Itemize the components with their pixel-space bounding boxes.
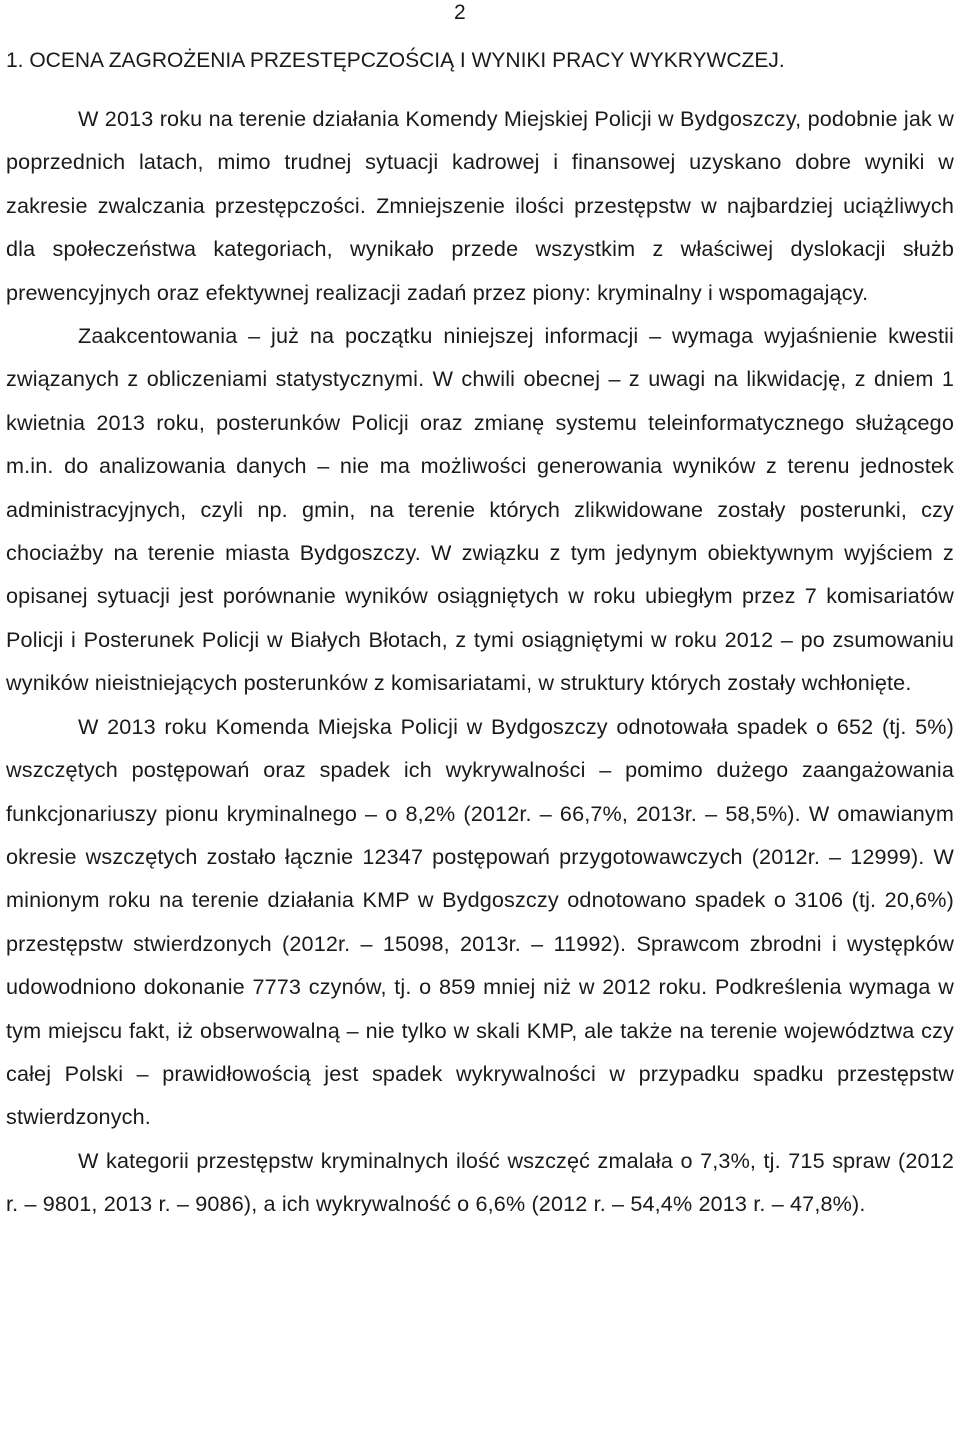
- paragraph-statistics-note: Zaakcentowania – już na początku niniejszej informacji – wymaga wyjaśnienie kwestii związanych z obliczeniami statystycznymi. W chwili obecnej – z uwagi na likwidację, z dniem 1 kwietnia 2013 roku, posterunków Policji oraz zmianę systemu teleinformatycznego służącego m.in. do analizowania danych – nie ma możliwości generowania wyników z terenu jednostek administracyjnych, czyli np. gmin, na terenie których zlikwidowane zostały posterunki, czy chociażby na terenie miasta Bydgoszczy. W związku z tym jedynym obiektywnym wyjściem z opisanej sytuacji jest porównanie wyników osiągniętych w roku ubiegłym przez 7 komisariatów Policji i Posterunek Policji w Białych Błotach, z tymi osiągniętymi w roku 2012 – po zsumowaniu wyników nieistniejących posterunków z komisariatami, w struktury których zostały wchłonięte.: [6, 323, 954, 696]
- paragraph-intro: W 2013 roku na terenie działania Komendy Miejskiej Policji w Bydgoszczy, podobnie jak w poprzednich latach, mimo trudnej sytuacji kadrowej i finansowej uzyskano dobre wyniki w zakresie zwalczania przestępczości. Zmniejszenie ilości przestępstw w najbardziej uciążliwych dla społeczeństwa kategoriach, wynikało przede wszystkim z właściwej dyslokacji służb prewencyjnych oraz efektywnej realizacji zadań przez piony: kryminalny i wspomagający.: [6, 106, 954, 305]
- paragraph-results-2013: W 2013 roku Komenda Miejska Policji w Bydgoszczy odnotowała spadek o 652 (tj. 5%) wszczętych postępowań oraz spadek ich wykrywalności – pomimo dużego zaangażowania funkcjonariuszy pionu kryminalnego – o 8,2% (2012r. – 66,7%, 2013r. – 58,5%). W omawianym okresie wszczętych zostało łącznie 12347 postępowań przygotowawczych (2012r. – 12999). W minionym roku na terenie działania KMP w Bydgoszczy odnotowano spadek o 3106 (tj. 20,6%) przestępstw stwierdzonych (2012r. – 15098, 2013r. – 11992). Sprawcom zbrodni i występków udowodniono dokonanie 7773 czynów, tj. o 859 mniej niż w 2012 roku. Podkreślenia wymaga w tym miejscu fakt, iż obserwowalną – nie tylko w skali KMP, ale także na terenie województwa czy całej Polski – prawidłowością jest spadek wykrywalności w przypadku spadku przestępstw stwierdzonych.: [6, 713, 954, 1130]
- document-body: [6, 97, 954, 1226]
- page-number: 2: [454, 1, 466, 24]
- section-heading: 1. OCENA ZAGROŻENIA PRZESTĘPCZOŚCIĄ I WYNIKI PRACY WYKRYWCZEJ.: [6, 49, 785, 72]
- document-page: [6, 0, 954, 1440]
- paragraph-criminal-category: W kategorii przestępstw kryminalnych ilość wszczęć zmalała o 7,3%, tj. 715 spraw (2012 r. – 9801, 2013 r. – 9086), a ich wykrywalność o 6,6% (2012 r. – 54,4% 2013 r. – 47,8%).: [6, 1147, 954, 1217]
